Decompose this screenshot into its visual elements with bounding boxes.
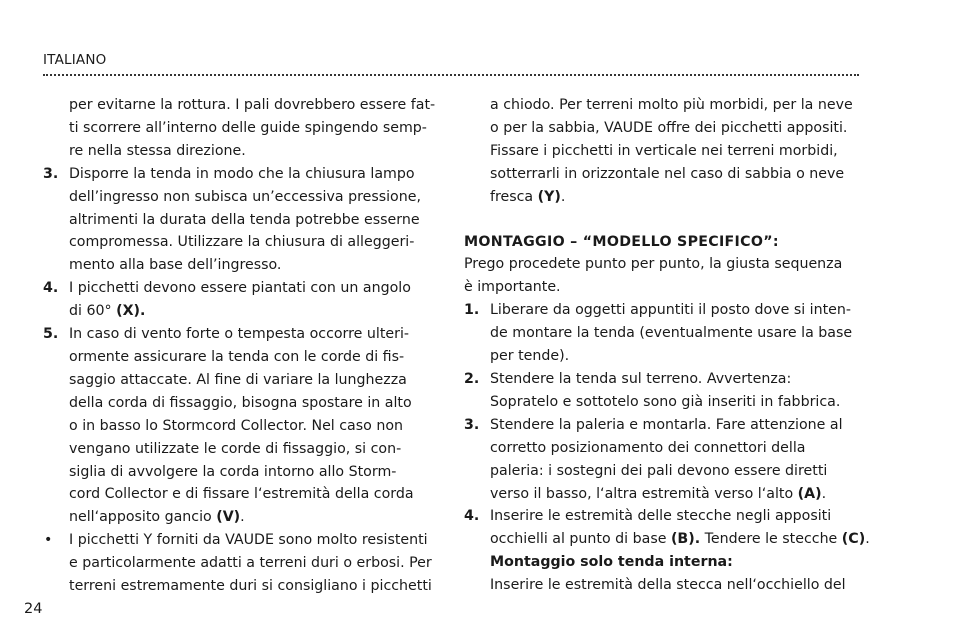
list-marker: 1.	[464, 302, 480, 319]
text-line: dell’ingresso non subisca un’eccessiva pressione,	[69, 188, 421, 205]
text-line	[490, 528, 870, 551]
text-span: di 60°	[69, 303, 117, 320]
text-line: ti scorrere all’interno delle guide spingendo semp-	[69, 119, 427, 136]
text-line: e particolarmente adatti a terreni duri o erbosi. Per	[69, 555, 432, 572]
figure-reference: (Y)	[537, 188, 561, 205]
step-4	[464, 505, 870, 597]
text-span: .	[560, 188, 566, 205]
header-language: ITALIANO	[43, 52, 107, 68]
text-span: fresca	[490, 188, 538, 205]
text-line: Liberare da oggetti appuntiti il posto dove si inten-	[490, 302, 852, 319]
text-line: mento alla base dell’ingresso.	[69, 257, 282, 274]
text-line: Inserire le estremità delle stecche negli appositi	[490, 508, 832, 525]
step-3	[464, 414, 864, 506]
text-line: Disporre la tenda in modo che la chiusura lampo	[69, 165, 415, 182]
text-line: compromessa. Utilizzare la chiusura di alleggeri-	[69, 234, 415, 251]
paragraph-gap	[464, 209, 864, 231]
text-span: .	[821, 485, 827, 502]
text-line: Fissare i picchetti in verticale nei terreni morbidi,	[490, 142, 838, 159]
list-marker: 4.	[464, 508, 480, 525]
text-line: I picchetti Y forniti da VAUDE sono molto resistenti	[69, 532, 428, 549]
bullet-marker: •	[44, 532, 53, 549]
text-line: Sopratelo e sottotelo sono già inseriti in fabbrica.	[490, 393, 841, 410]
figure-reference: (V)	[216, 509, 241, 526]
list-item-4	[43, 277, 443, 323]
text-span: nell‘apposito gancio	[69, 509, 217, 526]
continued-item	[43, 94, 443, 163]
text-line	[490, 483, 864, 506]
text-span: .	[240, 509, 245, 526]
text-line: per evitarne la rottura. I pali dovrebbero essere fat-	[69, 97, 436, 113]
continued-bullet	[464, 94, 864, 209]
figure-reference: (C)	[841, 531, 866, 548]
subheading: Montaggio solo tenda interna:	[490, 554, 733, 571]
text-line: In caso di vento forte o tempesta occorre ulteri-	[69, 326, 410, 343]
list-marker: 3.	[464, 416, 480, 433]
text-line: della corda di fissaggio, bisogna spostare in alto	[69, 394, 412, 411]
list-marker: 4.	[43, 280, 59, 297]
text-line: siglia di avvolgere la corda intorno allo Storm-	[69, 463, 397, 480]
text-line	[69, 300, 443, 323]
text-line	[490, 186, 864, 209]
text-span: verso il basso, l‘altra estremità verso l‘alto	[490, 485, 798, 502]
header-dotted-rule	[43, 74, 859, 76]
step-1	[464, 299, 864, 368]
text-line: vengano utilizzate le corde di fissaggio, si con-	[69, 440, 402, 457]
text-line: paleria: i sostegni dei pali devono essere diretti	[490, 462, 828, 479]
step-2	[464, 368, 864, 414]
list-item-5	[43, 323, 443, 529]
text-line: saggio attaccate. Al fine di variare la lunghezza	[69, 371, 407, 388]
right-column	[464, 94, 870, 597]
section-heading: MONTAGGIO – “MODELLO SPECIFICO”:	[464, 233, 779, 250]
intro-line: Prego procedete punto per punto, la giusta sequenza	[464, 256, 843, 273]
figure-reference: (X).	[116, 303, 146, 320]
intro-line: è importante.	[464, 279, 561, 296]
text-span: .	[865, 531, 870, 548]
text-line: de montare la tenda (eventualmente usare la base	[490, 325, 853, 342]
text-line: cord Collector e di fissare l‘estremità della corda	[69, 486, 414, 503]
text-line: altrimenti la durata della tenda potrebbe esserne	[69, 211, 420, 228]
text-line: I picchetti devono essere piantati con un angolo	[69, 280, 411, 297]
text-line: corretto posizionamento dei connettori della	[490, 439, 806, 456]
figure-reference: (B).	[670, 531, 701, 548]
figure-reference: (A)	[797, 485, 822, 502]
text-line: Stendere la paleria e montarla. Fare attenzione al	[490, 416, 843, 433]
text-line: a chiodo. Per terreni molto più morbidi, per la neve	[490, 97, 853, 113]
text-span: Tendere le stecche	[700, 531, 842, 548]
list-marker: 2.	[464, 370, 480, 387]
text-line: per tende).	[490, 348, 570, 365]
bullet-item	[43, 529, 443, 598]
text-line: terreni estremamente duri si consigliano i picchetti	[69, 578, 432, 595]
text-line: sotterrarli in orizzontale nel caso di sabbia o neve	[490, 165, 845, 182]
list-marker: 5.	[43, 326, 59, 343]
text-line: Inserire le estremità della stecca nell‘occhiello del	[490, 577, 846, 594]
text-line: Stendere la tenda sul terreno. Avvertenza:	[490, 370, 792, 387]
text-line: o in basso lo Stormcord Collector. Nel caso non	[69, 417, 403, 434]
text-span: occhielli al punto di base	[490, 531, 671, 548]
text-line: o per la sabbia, VAUDE offre dei picchetti appositi.	[490, 119, 848, 136]
left-column	[43, 94, 443, 598]
text-line	[69, 506, 443, 529]
list-item-3	[43, 163, 443, 278]
text-line: re nella stessa direzione.	[69, 142, 246, 159]
text-line: ormente assicurare la tenda con le corde di fis-	[69, 348, 405, 365]
page-number: 24	[24, 601, 43, 617]
list-marker: 3.	[43, 165, 59, 182]
